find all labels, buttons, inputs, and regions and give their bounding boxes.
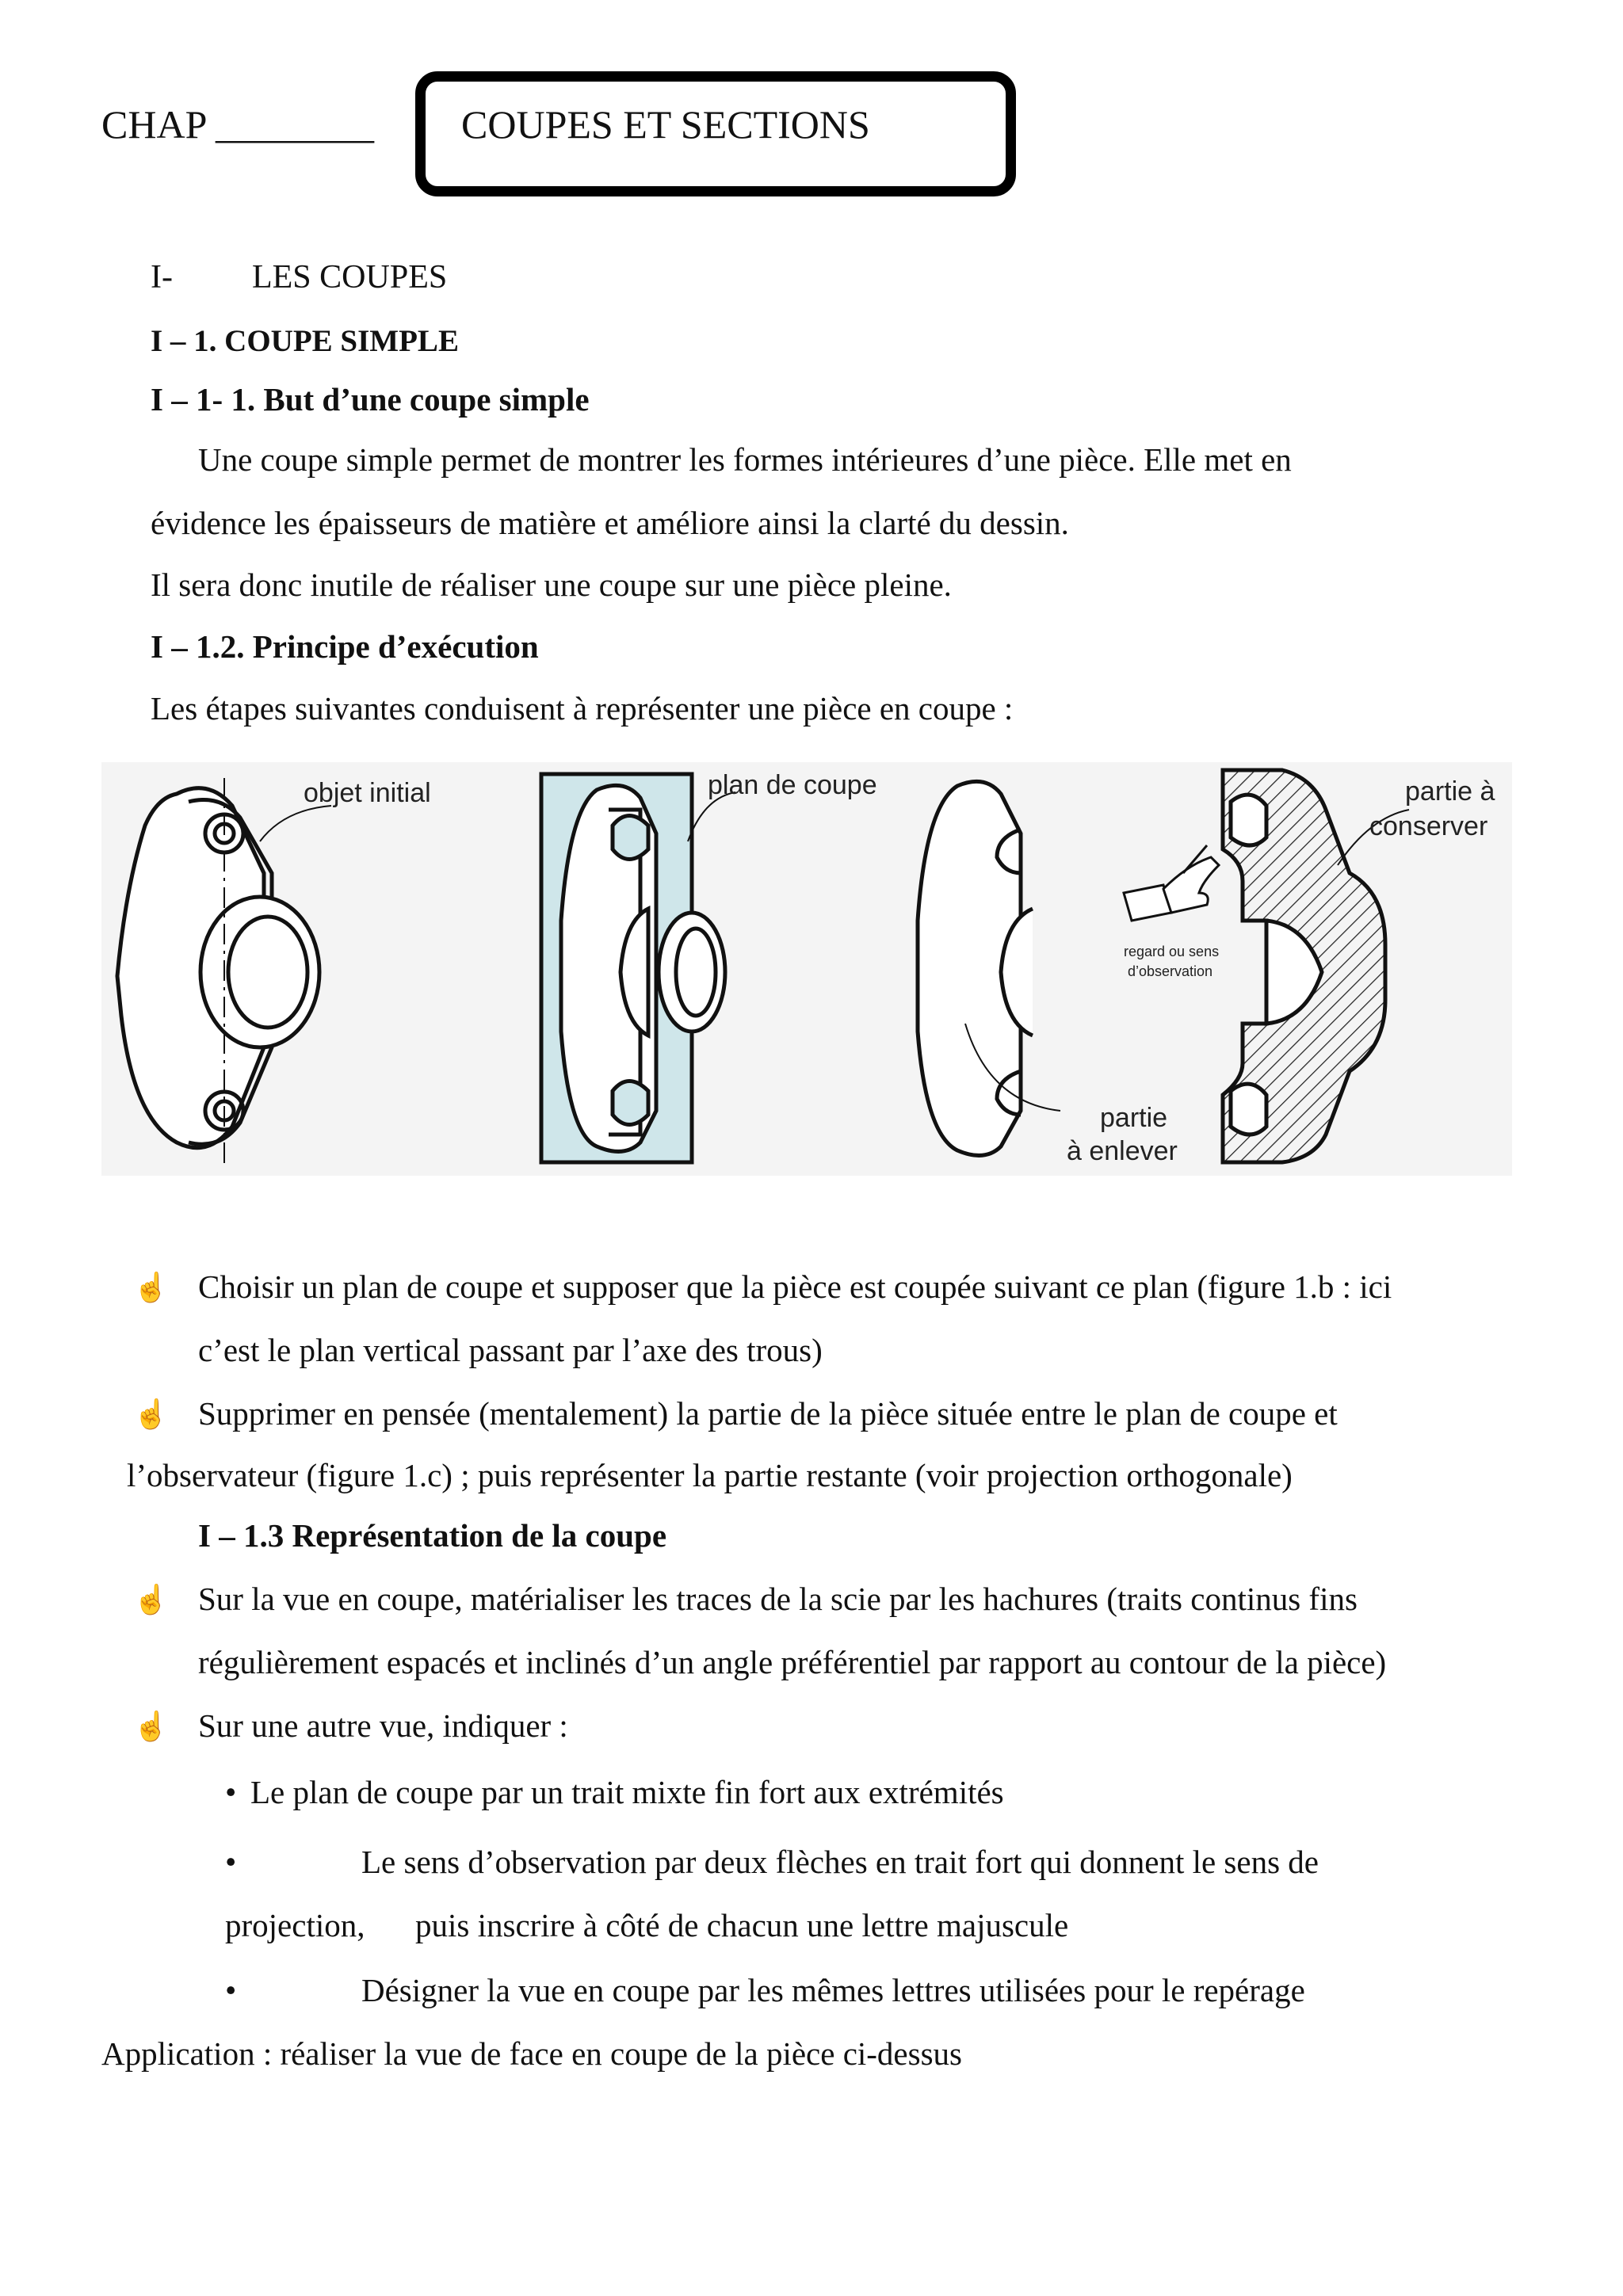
pointing-hand-icon: ☝ xyxy=(133,1584,169,1615)
figure-partie-enlever xyxy=(918,781,1033,1155)
figure-label-plan: plan de coupe xyxy=(708,770,877,800)
application-text: Application : réaliser la vue de face en coupe de la pièce ci-dessus xyxy=(101,2035,962,2072)
pointing-hand-icon: ☝ xyxy=(133,1272,169,1303)
bullet-text: Supprimer en pensée (mentalement) la partie de la pièce située entre le plan de coupe et xyxy=(198,1395,1338,1432)
pointing-hand-icon: ☝ xyxy=(133,1711,169,1742)
figure-label-regard-1: regard ou sens xyxy=(1124,944,1220,959)
sub-bullet-text: projection, xyxy=(225,1907,365,1943)
bullet-text: régulièrement espacés et inclinés d’un angle préférentiel par rapport au contour de la pièce) xyxy=(198,1644,1387,1680)
page-title: COUPES ET SECTIONS xyxy=(461,102,870,147)
section-title: LES COUPES xyxy=(252,259,448,296)
bullet-text: c’est le plan vertical passant par l’axe des trous) xyxy=(198,1332,823,1368)
paragraph-line: évidence les épaisseurs de matière et améliore ainsi la clarté du dessin. xyxy=(151,505,1069,541)
figure-svg xyxy=(101,762,1512,1176)
sub-bullet-text: Le plan de coupe par un trait mixte fin fort aux extrémités xyxy=(250,1774,1004,1810)
figure-label-regard-2: d’observation xyxy=(1128,963,1213,979)
figure-label-enlever-2: à enlever xyxy=(1067,1136,1178,1166)
sub-bullet-text: Désigner la vue en coupe par les mêmes lettres utilisées pour le repérage xyxy=(361,1972,1305,2008)
bullet-dot: • xyxy=(225,1972,237,2008)
figure-label-enlever-1: partie xyxy=(1100,1103,1168,1133)
figure-label-objet: objet initial xyxy=(304,778,431,808)
figure-label-conserver-2: conserver xyxy=(1369,811,1488,841)
pointing-hand-icon: ☝ xyxy=(133,1398,169,1430)
chapter-label: CHAP ________ xyxy=(101,102,375,147)
heading-representation: I – 1.3 Représentation de la coupe xyxy=(198,1517,667,1554)
figure-label-conserver-1: partie à xyxy=(1405,776,1495,807)
subsection-heading: I – 1. COUPE SIMPLE xyxy=(151,324,459,358)
bullet-text: Choisir un plan de coupe et supposer que la pièce est coupée suivant ce plan (figure 1.b : ici xyxy=(198,1268,1392,1305)
coupe-illustration xyxy=(101,762,1512,1176)
paragraph-line: Une coupe simple permet de montrer les formes intérieures d’une pièce. Elle met en xyxy=(198,441,1292,478)
sub-bullet-text: Le sens d’observation par deux flèches en trait fort qui donnent le sens de xyxy=(361,1844,1319,1880)
bullet-dot: • xyxy=(225,1844,237,1880)
bullet-dot: • xyxy=(225,1774,237,1810)
bullet-text: Sur la vue en coupe, matérialiser les traces de la scie par les hachures (traits continus fins xyxy=(198,1581,1358,1617)
heading-principe: I – 1.2. Principe d’exécution xyxy=(151,628,539,665)
heading-but: I – 1- 1. But d’une coupe simple xyxy=(151,381,590,418)
paragraph-line: Il sera donc inutile de réaliser une coupe sur une pièce pleine. xyxy=(151,566,952,603)
sub-bullet-text: puis inscrire à côté de chacun une lettre majuscule xyxy=(415,1907,1069,1943)
bullet-text: Sur une autre vue, indiquer : xyxy=(198,1707,568,1744)
bullet-text: l’observateur (figure 1.c) ; puis représenter la partie restante (voir projection orthogonale) xyxy=(127,1457,1293,1493)
paragraph-line: Les étapes suivantes conduisent à représenter une pièce en coupe : xyxy=(151,690,1014,727)
section-number: I- xyxy=(151,259,173,296)
